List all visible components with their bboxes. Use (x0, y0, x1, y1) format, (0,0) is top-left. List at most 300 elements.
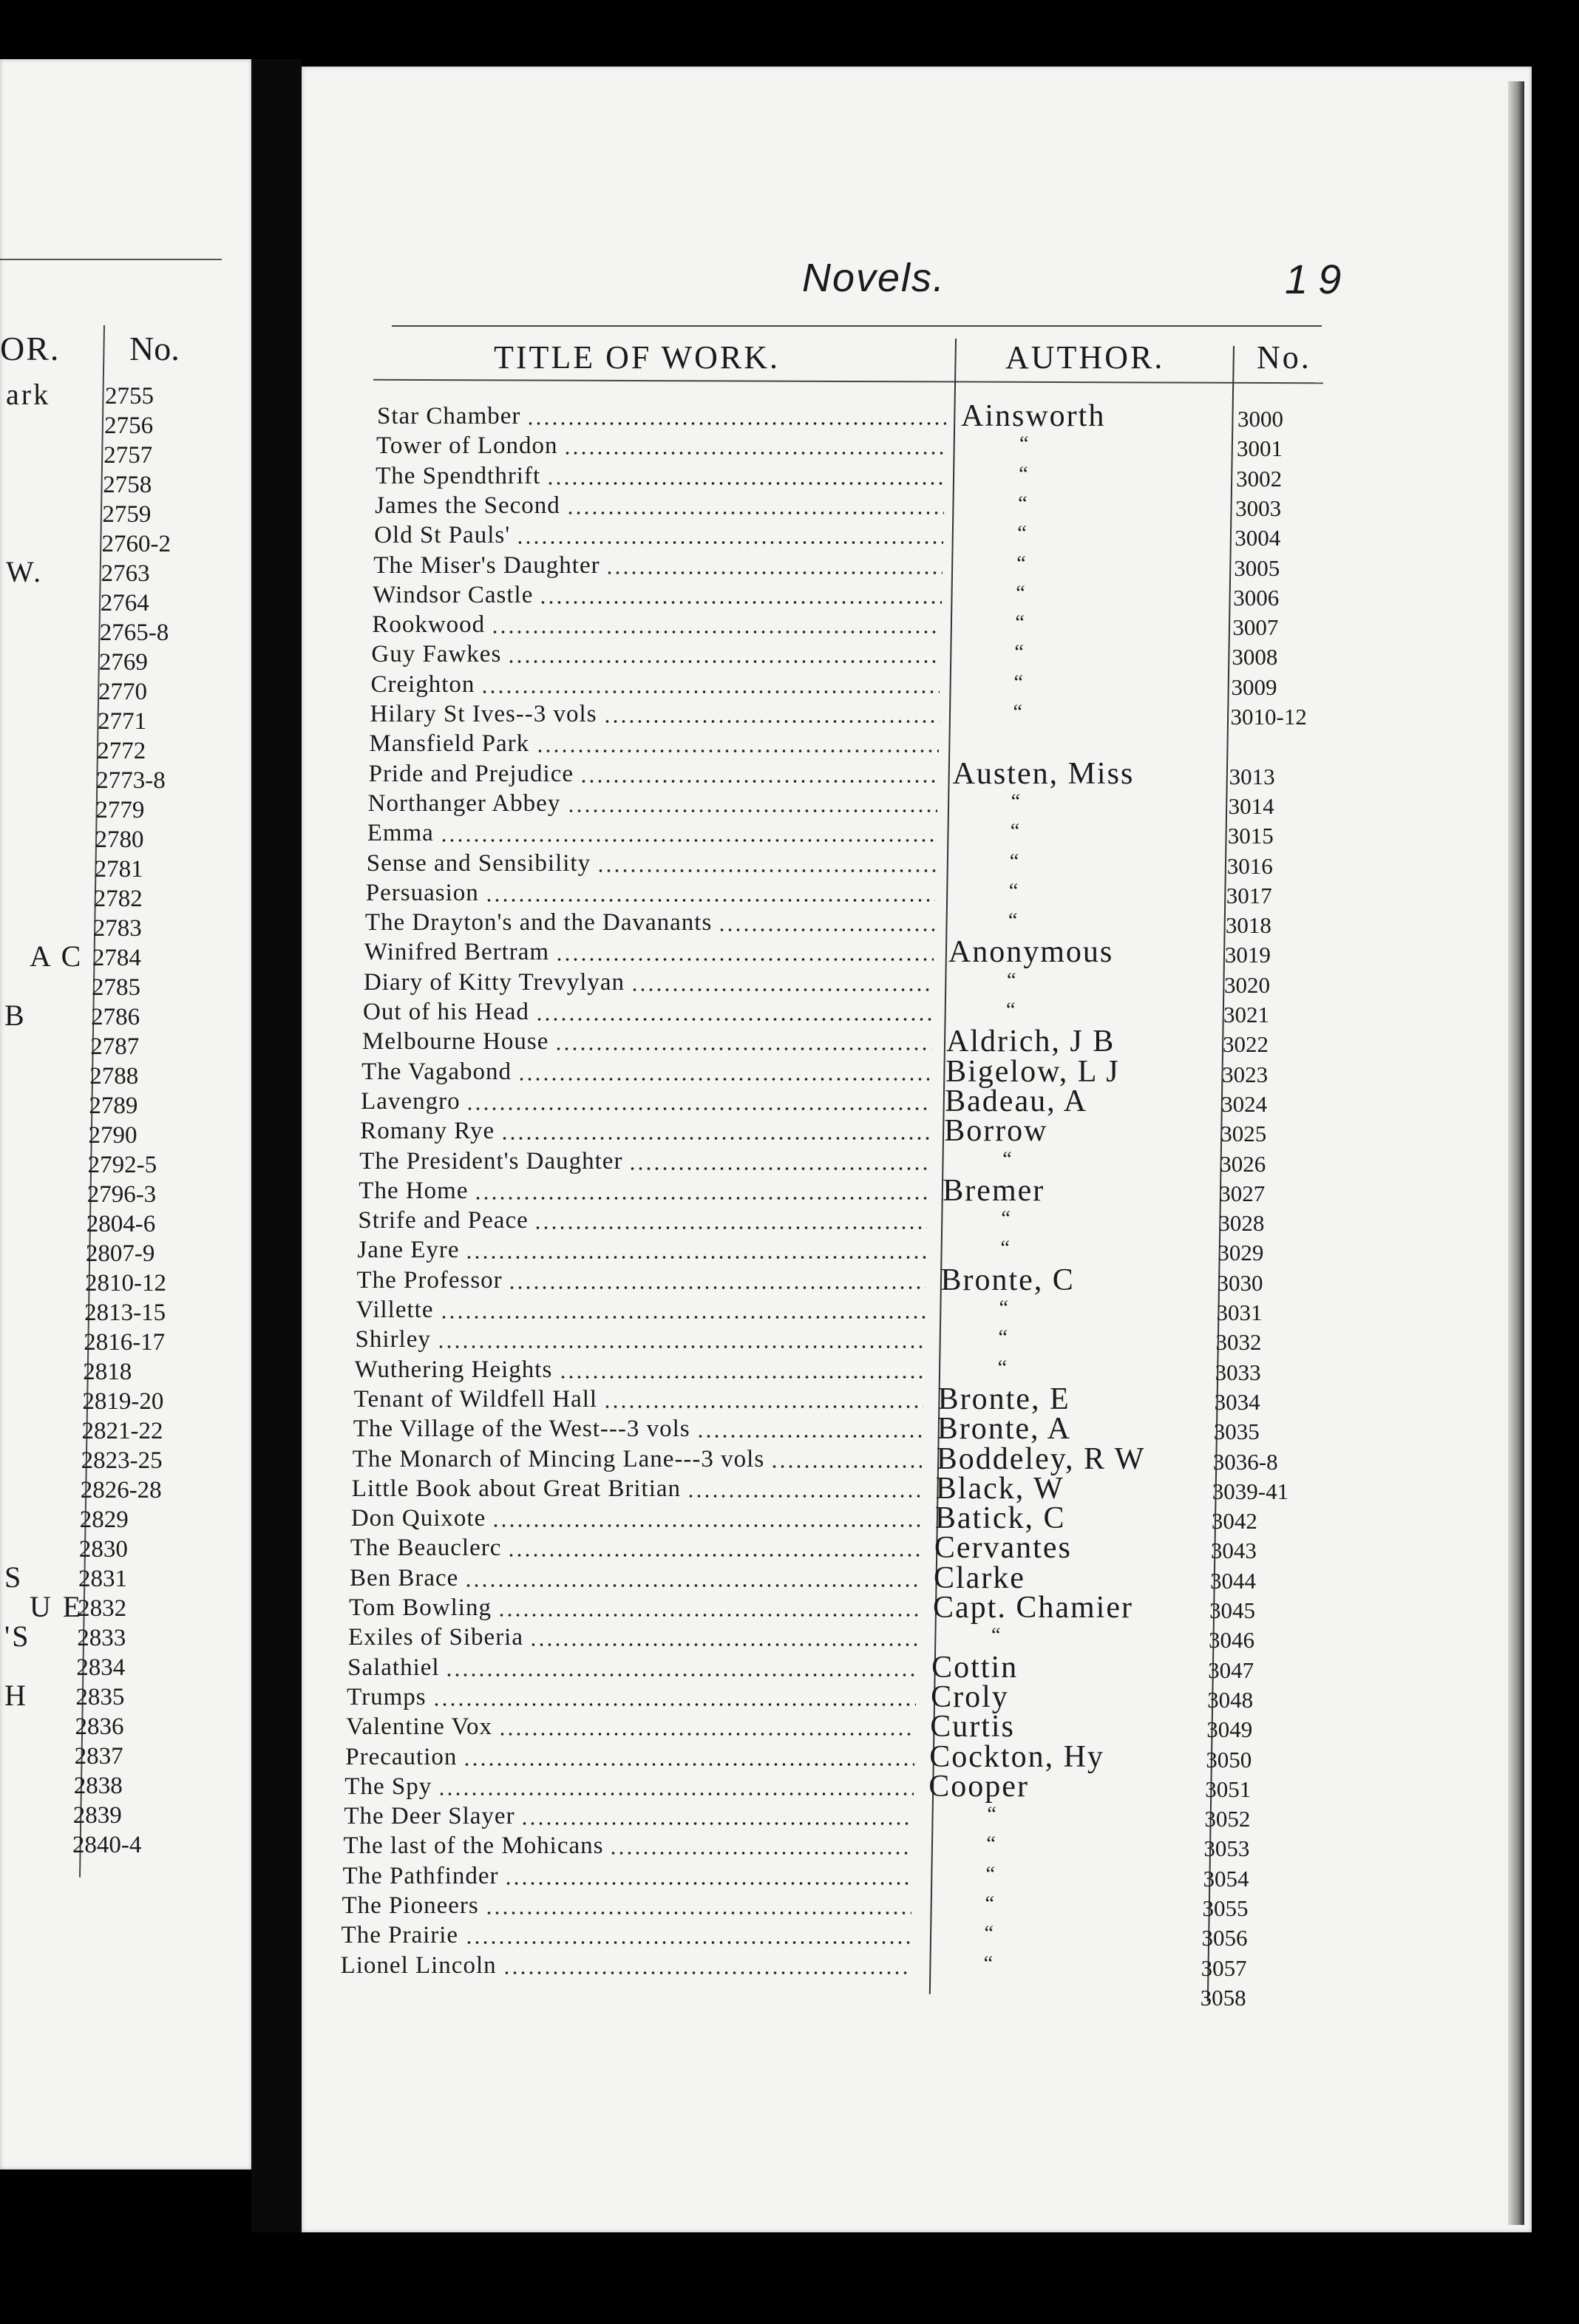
catalog-row (347, 1679, 1308, 1714)
catalog-row (353, 1412, 1314, 1447)
catalog-number: 3010-12 (1230, 704, 1307, 730)
work-title: Precaution (345, 1743, 458, 1770)
leader-dots (466, 1107, 930, 1110)
catalog-number: 3053 (1203, 1835, 1250, 1862)
catalog-row (359, 1173, 1320, 1208)
catalog-number: 3031 (1216, 1299, 1263, 1325)
catalog-number: 3046 (1209, 1627, 1255, 1654)
author-name: Curtis (930, 1710, 1015, 1744)
left-author-fragment: B (4, 999, 27, 1032)
leader-dots (770, 1465, 922, 1468)
catalog-row (375, 492, 1336, 522)
catalog-number: 3024 (1221, 1090, 1268, 1117)
left-number: 2783 (92, 915, 142, 942)
left-number: 2840-4 (72, 1832, 142, 1858)
work-title: Creighton (370, 670, 475, 698)
catalog-number: 3002 (1236, 465, 1283, 492)
catalog-number: 3057 (1201, 1954, 1247, 1981)
catalog-row (356, 1297, 1317, 1326)
ditto-mark: “ (998, 1326, 1008, 1350)
left-number: 2765-8 (99, 619, 169, 646)
left-number: 2836 (75, 1713, 124, 1740)
author-name: Cooper (928, 1769, 1029, 1804)
left-number: 2764 (100, 590, 149, 616)
ditto-mark: “ (1013, 670, 1023, 694)
catalog-number: 3020 (1223, 971, 1270, 998)
leader-dots (603, 720, 940, 723)
catalog-row (368, 790, 1329, 820)
work-title: Shirley (355, 1326, 431, 1353)
catalog-row (368, 756, 1330, 791)
catalog-row (372, 611, 1333, 641)
left-number: 2835 (75, 1684, 125, 1710)
leader-dots (445, 1674, 917, 1676)
leader-dots (696, 1435, 923, 1438)
left-number: 2770 (98, 679, 147, 705)
work-title: Tenant of Wildfell Hall (353, 1385, 598, 1413)
leader-dots (465, 1256, 926, 1259)
work-title: Little Book about Great Britian (351, 1475, 682, 1502)
catalog-number: 3006 (1233, 584, 1280, 611)
left-number: 2829 (79, 1506, 129, 1533)
leader-dots (507, 1554, 920, 1557)
ditto-mark: “ (1018, 492, 1028, 515)
author-name: Anonymous (948, 935, 1114, 970)
leader-dots (464, 1584, 919, 1587)
author-name: Aldrich, J B (946, 1025, 1116, 1059)
author-name: Bronte, C (940, 1263, 1075, 1297)
catalog-row (343, 1832, 1304, 1862)
left-number: 2804-6 (86, 1211, 156, 1237)
left-number: 2837 (74, 1743, 123, 1770)
catalog-row (377, 399, 1338, 433)
ditto-mark: “ (1014, 641, 1024, 665)
ditto-mark: “ (1016, 551, 1026, 575)
work-title: Mansfield Park (369, 730, 530, 758)
left-number: 2834 (76, 1654, 126, 1681)
author-name: Bronte, A (937, 1412, 1072, 1447)
leader-dots (440, 839, 937, 842)
catalog-number: 3036-8 (1212, 1448, 1278, 1475)
leader-dots (529, 1643, 917, 1646)
left-number: 2826-28 (80, 1477, 162, 1504)
catalog-row (344, 1803, 1305, 1832)
catalog-row (355, 1356, 1316, 1386)
ditto-mark: “ (1002, 1147, 1012, 1171)
work-title: Winifred Bertram (364, 939, 550, 966)
left-number: 2773-8 (96, 767, 166, 794)
catalog-number: 3043 (1210, 1538, 1257, 1564)
catalog-row (349, 1591, 1310, 1625)
leader-dots (609, 1852, 912, 1855)
page-edge (1508, 81, 1524, 2225)
work-title: The Miser's Daughter (373, 551, 600, 579)
catalog-number: 3018 (1225, 912, 1271, 939)
catalog-number: 3042 (1211, 1508, 1257, 1535)
work-title: The Village of the West---3 vols (353, 1416, 690, 1443)
leader-dots (520, 1822, 913, 1825)
work-title: Wuthering Heights (354, 1356, 553, 1383)
left-header-rule (0, 259, 222, 260)
left-author-fragment: A C (30, 940, 84, 973)
leader-dots (507, 660, 940, 663)
catalog-row (364, 935, 1325, 970)
catalog-row (370, 671, 1331, 701)
leader-dots (597, 869, 936, 872)
catalog-row (376, 463, 1337, 492)
catalog-number: 3005 (1234, 554, 1280, 581)
leader-dots (539, 601, 942, 604)
left-number: 2821-22 (81, 1418, 163, 1444)
leader-dots (517, 1078, 931, 1081)
left-number: 2792-5 (87, 1152, 157, 1178)
left-author-fragment: H (4, 1679, 28, 1712)
catalog-row (360, 1114, 1321, 1149)
ditto-mark: “ (1010, 820, 1020, 843)
work-title: The Prairie (341, 1922, 459, 1949)
leader-dots (432, 1703, 916, 1706)
catalog-row (344, 1769, 1305, 1804)
catalog-number: 3055 (1202, 1895, 1249, 1921)
catalog-row (370, 730, 1331, 760)
leader-dots (566, 512, 944, 514)
catalog-row (370, 701, 1331, 730)
work-title: Romany Rye (360, 1118, 495, 1145)
title-column-header: TITLE OF WORK. (494, 339, 781, 376)
catalog-number: 3035 (1213, 1418, 1260, 1445)
author-name: Clarke (933, 1560, 1025, 1595)
ditto-mark: “ (1011, 789, 1021, 813)
leader-dots (555, 958, 934, 961)
ditto-mark: “ (985, 1862, 995, 1886)
author-name: Bigelow, L J (945, 1054, 1120, 1089)
author-name: Capt. Chamier (933, 1591, 1133, 1625)
left-number: 2796-3 (86, 1181, 157, 1208)
ditto-mark: “ (1001, 1207, 1011, 1231)
work-title: The Home (359, 1177, 469, 1204)
catalog-number: 3044 (1209, 1567, 1256, 1594)
left-number: 2781 (94, 856, 143, 883)
work-title: Old St Pauls' (374, 522, 511, 549)
leader-dots (440, 1316, 926, 1319)
author-name: Borrow (944, 1114, 1048, 1149)
catalog-row (342, 1922, 1303, 1951)
catalog-row (356, 1263, 1317, 1297)
left-number: 2756 (104, 412, 154, 439)
work-title: Strife and Peace (358, 1207, 529, 1234)
catalog-number: 3050 (1206, 1746, 1252, 1773)
catalog-number: 3032 (1215, 1329, 1262, 1356)
section-title: Novels. (802, 256, 946, 300)
catalog-row (367, 820, 1328, 849)
left-number: 2807-9 (85, 1240, 155, 1267)
left-number: 2782 (93, 886, 143, 912)
left-author-fragment: 'S (4, 1620, 31, 1653)
catalog-row (341, 1952, 1302, 1982)
catalog-row (342, 1863, 1303, 1892)
left-author-fragment: W. (6, 555, 44, 588)
author-name: Boddeley, R W (936, 1441, 1146, 1476)
catalog-number: 3052 (1204, 1806, 1251, 1832)
ditto-mark: “ (986, 1832, 996, 1856)
work-title: The Pioneers (342, 1892, 479, 1919)
left-number: 2819-20 (82, 1388, 164, 1415)
catalog-number: 3008 (1232, 644, 1278, 670)
left-number: 2772 (97, 738, 146, 764)
catalog-number: 3023 (1222, 1061, 1269, 1087)
catalog-number: 3015 (1227, 823, 1274, 849)
top-rule (392, 325, 1322, 327)
author-name: Austen, Miss (952, 756, 1135, 791)
leader-dots (491, 631, 941, 633)
catalog-number: 3048 (1207, 1686, 1254, 1713)
left-number: 2832 (78, 1595, 127, 1622)
catalog-number: 3039-41 (1212, 1478, 1289, 1504)
author-column-header: AUTHOR. (1005, 339, 1165, 376)
work-title: Valentine Vox (346, 1713, 493, 1741)
left-number: 2780 (95, 826, 144, 853)
leader-dots (500, 1137, 929, 1140)
ditto-mark: “ (983, 1951, 994, 1975)
work-title: Emma (367, 820, 434, 847)
work-title: The Pathfinder (342, 1862, 499, 1889)
author-name: Cervantes (934, 1531, 1072, 1566)
book-gutter (251, 59, 302, 2232)
catalog-row (366, 880, 1327, 909)
leader-dots (481, 690, 940, 693)
author-name: Ainsworth (961, 399, 1106, 433)
catalog-row (346, 1710, 1307, 1744)
leader-dots (503, 1971, 910, 1974)
catalog-row (364, 969, 1325, 999)
work-title: Ben Brace (349, 1564, 459, 1591)
leader-dots (474, 1197, 928, 1200)
left-number: 2786 (91, 1004, 140, 1030)
catalog-number: 3013 (1229, 763, 1275, 789)
work-title: The President's Daughter (359, 1147, 623, 1175)
catalog-number: 3001 (1237, 435, 1283, 462)
author-name: Batick, C (934, 1501, 1066, 1536)
leader-dots (437, 1345, 925, 1348)
catalog-row (356, 1326, 1317, 1356)
work-title: Tower of London (376, 432, 558, 460)
work-title: James the Second (375, 492, 560, 519)
catalog-row (358, 1207, 1319, 1237)
leader-dots (718, 928, 934, 931)
work-title: Villette (356, 1297, 434, 1323)
work-title: Rookwood (372, 611, 486, 639)
left-number: 2771 (98, 708, 147, 735)
ditto-mark: “ (1006, 968, 1016, 992)
work-title: Salathiel (347, 1654, 440, 1681)
catalog-number: 3027 (1219, 1180, 1266, 1206)
work-title: The Spendthrift (376, 462, 541, 489)
work-title: The last of the Mohicans (343, 1832, 604, 1860)
catalog-number: 3045 (1209, 1597, 1255, 1623)
leader-dots (631, 988, 933, 991)
work-title: Trumps (347, 1683, 427, 1710)
catalog-row (353, 1382, 1315, 1416)
left-number: 2818 (83, 1359, 132, 1385)
work-title: Sense and Sensibility (366, 849, 591, 877)
left-number: 2755 (105, 383, 154, 410)
ditto-mark: “ (1006, 999, 1016, 1022)
ditto-mark: “ (1019, 462, 1028, 486)
catalog-number: 3054 (1203, 1865, 1249, 1892)
leader-dots (559, 1376, 924, 1379)
work-title: The Beauclerc (350, 1535, 502, 1562)
catalog-row (371, 641, 1332, 670)
leader-dots (438, 1793, 914, 1795)
left-number: 2831 (78, 1566, 127, 1592)
catalog-number: 3016 (1226, 852, 1273, 879)
work-title: Pride and Prejudice (368, 760, 574, 787)
work-title: The Professor (356, 1266, 503, 1294)
ditto-mark: “ (987, 1803, 996, 1827)
catalog-number: 3003 (1235, 495, 1282, 521)
leader-dots (580, 780, 938, 783)
ditto-mark: “ (1016, 581, 1025, 605)
catalog-row (361, 1054, 1322, 1089)
leader-dots (463, 1763, 914, 1766)
leader-dots (485, 1912, 911, 1914)
catalog-row (376, 432, 1337, 462)
catalog-row (363, 999, 1324, 1028)
left-number: 2788 (89, 1063, 139, 1090)
left-number: 2759 (102, 501, 152, 528)
leader-dots (485, 899, 935, 902)
page-number: 19 (1285, 256, 1352, 302)
ditto-mark: “ (1008, 909, 1018, 933)
leader-dots (535, 1018, 932, 1021)
leader-dots (516, 541, 943, 544)
ditto-mark: “ (1013, 701, 1022, 724)
work-title: Lionel Lincoln (340, 1951, 497, 1979)
leader-dots (534, 1226, 927, 1229)
leader-dots (508, 1286, 926, 1289)
catalog-number: 3047 (1208, 1657, 1254, 1683)
catalog-number: 3004 (1235, 525, 1281, 551)
catalog-row (349, 1560, 1311, 1595)
work-title: The Vagabond (361, 1058, 512, 1085)
leader-dots (567, 809, 937, 812)
catalog-number: 3058 (1200, 1984, 1246, 2011)
catalog-row (374, 522, 1335, 551)
leader-dots (504, 1882, 911, 1885)
work-title: Hilary St Ives--3 vols (370, 701, 597, 727)
leader-dots (563, 452, 945, 455)
catalog-number: 3033 (1215, 1359, 1261, 1385)
catalog-number: 3049 (1206, 1716, 1253, 1743)
left-number: 2784 (92, 945, 141, 971)
left-number: 2757 (103, 442, 153, 469)
leader-dots (465, 1941, 911, 1944)
catalog-number: 3030 (1217, 1269, 1263, 1296)
catalog-number: 3000 (1237, 406, 1283, 432)
work-title: Northanger Abbey (367, 789, 561, 817)
left-number-header: No. (129, 330, 180, 367)
left-number: 2769 (98, 649, 148, 676)
leader-dots (536, 750, 939, 752)
left-author-fragment: S (4, 1560, 24, 1594)
left-number: 2779 (95, 797, 145, 823)
left-author-header: OR. (0, 330, 61, 367)
catalog-number: 3019 (1224, 942, 1271, 968)
leader-dots (605, 571, 943, 574)
work-title: The Monarch of Mincing Lane---3 vols (352, 1445, 765, 1472)
left-number: 2816-17 (84, 1329, 166, 1356)
catalog-row (340, 1982, 1301, 2011)
number-column-header: No. (1257, 339, 1311, 376)
work-title: Windsor Castle (373, 581, 534, 608)
work-title: Tom Bowling (349, 1594, 492, 1621)
author-name: Croly (931, 1679, 1009, 1714)
catalog-row (357, 1237, 1318, 1266)
left-author-fragment: ark (6, 378, 51, 411)
catalog-number: 3009 (1231, 673, 1277, 700)
catalog-row (347, 1650, 1308, 1685)
catalog-row (365, 909, 1326, 939)
leader-dots (492, 1524, 920, 1527)
left-number: 2839 (72, 1802, 122, 1829)
work-title: Star Chamber (377, 403, 521, 429)
catalog-number: 3034 (1214, 1388, 1260, 1415)
left-number: 2790 (88, 1122, 137, 1149)
leader-dots (554, 1047, 931, 1050)
left-author-fragment: U E (30, 1590, 84, 1623)
ditto-mark: “ (997, 1356, 1008, 1379)
left-number: 2823-25 (81, 1447, 163, 1474)
work-title: Persuasion (365, 879, 479, 906)
leader-dots (498, 1614, 918, 1617)
author-name: Bronte, E (937, 1382, 1070, 1416)
left-number: 2763 (101, 560, 150, 587)
author-name: Black, W (935, 1471, 1064, 1506)
left-number: 2760-2 (101, 531, 171, 557)
left-number: 2830 (78, 1536, 128, 1563)
catalog-row (351, 1471, 1313, 1506)
author-name: Cottin (931, 1650, 1019, 1685)
author-name: Badeau, A (945, 1084, 1088, 1118)
left-number: 2789 (89, 1093, 138, 1119)
ditto-mark: “ (991, 1624, 1001, 1648)
work-title: Lavengro (361, 1087, 461, 1115)
ditto-mark: “ (1017, 522, 1027, 546)
catalog-number: 3017 (1226, 882, 1272, 908)
author-name: Cockton, Hy (929, 1739, 1104, 1774)
left-number: 2810-12 (85, 1270, 166, 1297)
work-title: The Spy (344, 1773, 432, 1800)
ditto-mark: “ (1008, 879, 1019, 903)
catalog-number: 3029 (1218, 1240, 1264, 1266)
work-title: Jane Eyre (357, 1237, 460, 1264)
ditto-mark: “ (984, 1922, 994, 1946)
ditto-mark: “ (1000, 1237, 1010, 1260)
work-title: The Drayton's and the Davanants (364, 909, 713, 937)
catalog-number: 3021 (1223, 1002, 1269, 1027)
catalog-number: 3007 (1232, 614, 1279, 641)
catalog-row (362, 1025, 1323, 1059)
left-number: 2838 (73, 1773, 123, 1799)
leader-dots (603, 1405, 923, 1408)
catalog-row (350, 1501, 1312, 1536)
work-title: Don Quixote (350, 1505, 486, 1532)
work-title: The Deer Slayer (344, 1803, 515, 1830)
work-title: Melbourne House (362, 1028, 549, 1056)
left-number: 2785 (92, 974, 140, 1001)
catalog-row (373, 552, 1334, 582)
ditto-mark: “ (985, 1892, 994, 1915)
